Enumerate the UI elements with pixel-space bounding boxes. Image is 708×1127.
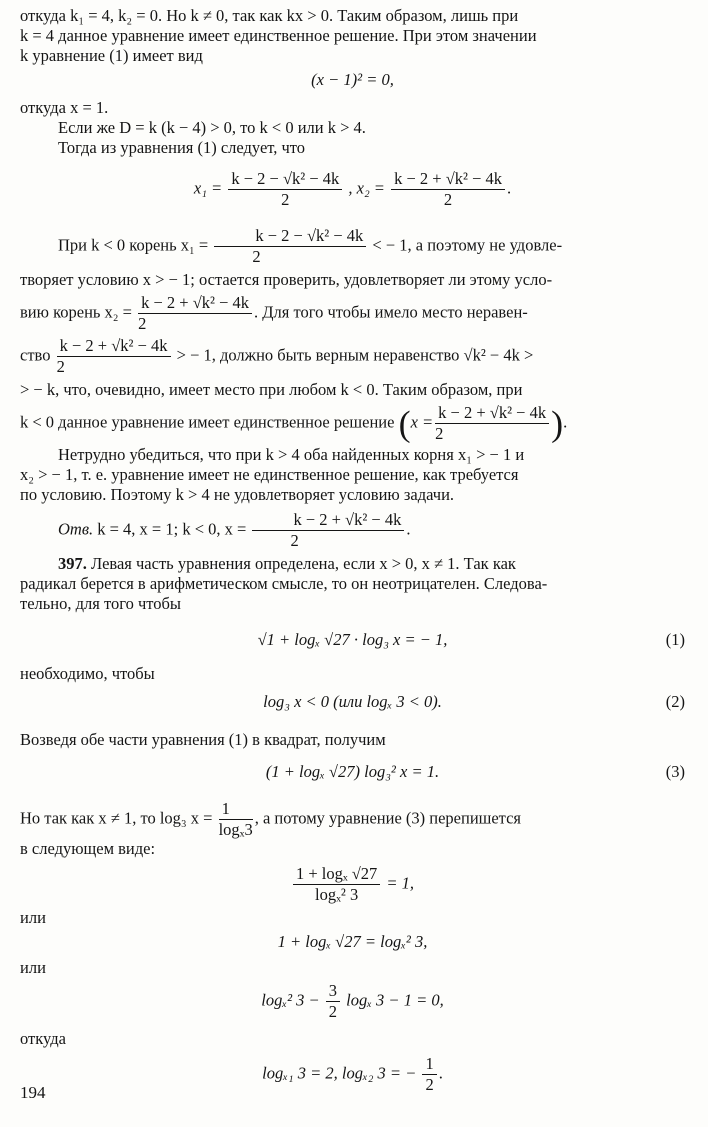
text-line: k = 4 данное уравнение имеет единственное решение. При этом значении	[20, 26, 537, 45]
equation-6: logₓ² 3 − $\frac{3}{2}$ logₓ 3 − 1 = 0,	[261, 981, 444, 1021]
equation-1: √1 + logₓ √27 · log₃ x = − 1, (1)	[257, 630, 685, 649]
text-line: в следующем виде:	[20, 839, 156, 858]
problem-line: 397. Левая часть уравнения определена, если x > 0, x ≠ 1. Так как	[58, 554, 516, 573]
answer-line: Отв. k = 4, x = 1; k < 0, x = $\frac{\text{k − 2 + √k² − 4k}}{2}$ .	[58, 510, 411, 550]
fraction: $\frac{1}{\text{logₓ3}}$	[218, 799, 253, 839]
text-line: Но так как x ≠ 1, то log₃ x = $\frac{1}{\text{logₓ3}}$ , а потому уравнение (3) перепишется	[20, 799, 522, 839]
page-content	[20, 6, 685, 1094]
fraction: $\frac{\text{k − 2 − √k² − 4k}}{2}$	[214, 227, 366, 266]
text-line: по условию. Поэтому k > 4 не удовлетворяет условию задачи.	[20, 485, 455, 504]
equation-roots: x₁ = $\frac{\text{k − 2 − √k² − 4k}}{2}$ , x₂ = $\frac{\text{k − 2 + √k² − 4k}}{2}$ .	[193, 169, 512, 209]
text-line: Если же D = k (k − 4) > 0, то k < 0 или k > 4.	[58, 118, 366, 137]
problem-number: 397.	[58, 554, 87, 573]
fraction: $\frac{3}{2}$	[326, 982, 340, 1021]
fraction: $\frac{\text{k − 2 + √k² − 4k}}{2}$	[138, 294, 252, 333]
text-line: творяет условию x > − 1; остается проверить, удовлетворяет ли этому усло-	[20, 270, 553, 289]
text-line: необходимо, чтобы	[20, 664, 155, 683]
text-line: или	[20, 908, 46, 927]
fraction: $\frac{\text{k − 2 + √k² − 4k}}{2}$	[57, 337, 171, 376]
equation-5: 1 + logₓ √27 = logₓ² 3,	[277, 932, 428, 951]
equation-label: (2)	[665, 692, 685, 711]
text-line: x₂ > − 1, т. е. уравнение имеет не единственное решение, как требуется	[20, 465, 519, 484]
text-line: ство $\frac{\text{k − 2 + √k² − 4k}}{2}$ > − 1, должно быть верным неравенство √k² − 4k >	[20, 336, 534, 376]
text-line: тельно, для того чтобы	[20, 594, 181, 613]
equation-label: (3)	[665, 762, 685, 781]
fraction: $\frac{1}{2}$	[422, 1055, 436, 1094]
equation-label: (1)	[665, 630, 685, 649]
text-line: откуда k₁ = 4, k₂ = 0. Но k ≠ 0, так как kx > 0. Таким образом, лишь при	[20, 6, 519, 25]
text-line: Тогда из уравнения (1) следует, что	[58, 138, 306, 157]
equation-3: (1 + logₓ √27) log₃² x = 1. (3)	[265, 762, 685, 781]
text-line: откуда x = 1.	[20, 98, 109, 117]
fraction-x2: $\frac{\text{k − 2 + √k² − 4k}}{2}$	[391, 170, 505, 209]
fraction: $\frac{\text{1 + logₓ √27}}{\text{logₓ² 3}}$	[293, 865, 380, 904]
text-line: При k < 0 корень x₁ = $\frac{\text{k − 2 − √k² − 4k}}{2}$ < − 1, а поэтому не удовле-	[58, 226, 563, 266]
text-line: Возведя обе части уравнения (1) в квадрат, получим	[20, 730, 386, 749]
equation-7: logₓ₁ 3 = 2, logₓ₂ 3 = − $\frac{1}{2}$ .	[262, 1054, 443, 1094]
text-line: или	[20, 958, 46, 977]
equation-square: (x − 1)² = 0,	[311, 70, 394, 89]
text-line: откуда	[20, 1029, 66, 1048]
equation-4: $\frac{\text{1 + logₓ √27}}{\text{logₓ² 3}}$ = 1,	[20, 865, 685, 904]
fraction-x1: $\frac{\text{k − 2 − √k² − 4k}}{2}$	[228, 170, 342, 209]
fraction: $\frac{\text{k − 2 + √k² − 4k}}{2}$	[252, 511, 404, 550]
text-line: вию корень x₂ = $\frac{\text{k − 2 + √k² − 4k}}{2}$ . Для того чтобы имело место неравен-	[20, 293, 528, 333]
equation-2: log₃ x < 0 (или logₓ 3 < 0). (2)	[263, 692, 685, 711]
text-line: k уравнение (1) имеет вид	[20, 46, 203, 65]
text-line: радикал берется в арифметическом смысле, то он неотрицателен. Следова-	[20, 574, 548, 593]
text-line: k < 0 данное уравнение имеет единственное решение (x = $\frac{\text{k − 2 + √k² − 4k}}{2}$ ).	[20, 403, 568, 444]
page-number: 194	[20, 1083, 46, 1102]
text-line: > − k, что, очевидно, имеет место при любом k < 0. Таким образом, при	[20, 380, 523, 399]
fraction: $\frac{\text{k − 2 + √k² − 4k}}{2}$	[435, 404, 549, 443]
text-line: Нетрудно убедиться, что при k > 4 оба найденных корня x₁ > − 1 и	[58, 445, 525, 464]
